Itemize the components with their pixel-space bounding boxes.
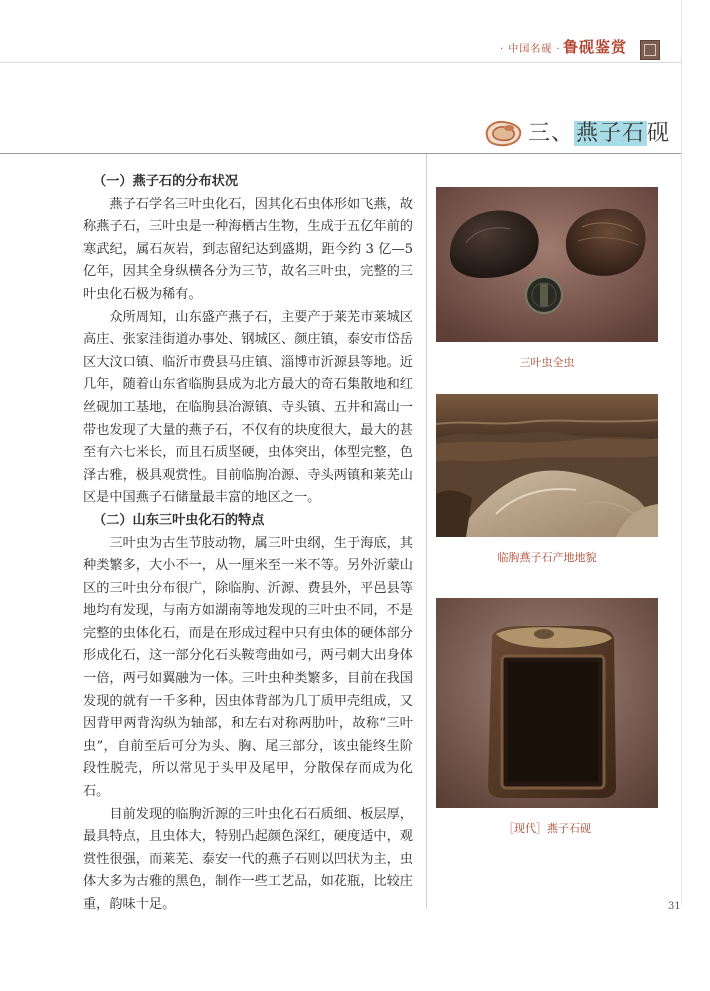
figure-caption: ［现代］燕子石砚 [503, 822, 591, 835]
figure-caption: 临朐燕子石产地地貌 [497, 551, 597, 564]
section-title-suffix: 砚 [647, 121, 671, 146]
article-body [83, 171, 413, 917]
series-brand: 鲁砚鉴赏 [563, 38, 628, 56]
section-heading [0, 116, 682, 152]
paragraph: 三叶虫为古生节肢动物，属三叶虫纲，生于海底，其种类繁多，大小不一，从一厘米至一米不等。另外沂蒙山区的三叶虫分布很广，除临朐、沂源、费县外，平邑县等地均有发现，与南方如湖南等地发现的三叶虫不同，不是完整的虫体化石，而是在形成过程中只有虫体的硬体部分形成化石，这一部分化石头鞍弯曲如弓，两弓刺大出身体一倍，两弓如翼融为一体。三叶虫种类繁多，目前在我国发现的就有一千多种，因虫体背部为几丁质甲壳组成，又因背甲两背沟纵为轴部，和左右对称两肋叶，故称“三叶虫”，自前至后可分为头、胸、尾三部分，该虫能终生阶段性脱壳，所以常见于头甲及尾甲，分散保存而成为化石。 [83, 535, 413, 800]
page-number: 31 [668, 901, 681, 912]
column-divider [426, 154, 427, 909]
figure-landscape [436, 394, 658, 565]
inkstone-icon [481, 118, 525, 148]
page-edge-rule [681, 0, 682, 905]
section-title-highlight: 燕子石 [576, 121, 646, 146]
seal-icon [640, 40, 660, 60]
paragraph: 燕子石学名三叶虫化石，因其化石虫体形如飞燕，故称燕子石，三叶虫是一种海栖古生物，生成于五亿年前的寒武纪，属石灰岩，到志留纪达到盛期，距今约 3 亿—5 亿年，因其全身纵横各分为三节，故名三叶虫，完整的三叶虫化石极为稀有。 [83, 196, 413, 302]
subheading-distribution: （一）燕子石的分布状况 [93, 174, 239, 189]
subheading-characteristics: （二）山东三叶虫化石的特点 [93, 512, 265, 528]
inkstone-photo [436, 598, 658, 812]
landscape-photo [436, 394, 658, 541]
figure-inkstone [436, 598, 658, 836]
paragraph: 众所周知，山东盛产燕子石，主要产于莱芜市莱城区高庄、张家洼街道办事处、钢城区、颜庄镇，泰安市岱岳区大汶口镇、临沂市费县马庄镇、淄博市沂源县等地。近几年，随着山东省临朐县成为北方最大的奇石集散地和红丝砚加工基地，在临朐县冶源镇、寺头镇、五井和嵩山一带也发现了大量的燕子石，不仅有的块度很大，最大的甚至有六七米长，而且石质坚硬，虫体突出，体型完整，色泽古雅，极具观赏性。目前临朐冶源、寺头两镇和莱芜山区是中国燕子石储量最丰富的地区之一。 [83, 309, 413, 506]
figure-trilobite [436, 187, 658, 370]
section-title [528, 116, 670, 147]
series-label: · 中国名砚 · [500, 44, 561, 55]
header-rule [0, 62, 682, 63]
trilobite-photo [436, 187, 658, 346]
paragraph: 目前发现的临朐沂源的三叶虫化石石质细、板层厚，最具特点，且虫体大，特别凸起颜色深红，硬度适中，观赏性很强，而莱芜、泰安一代的燕子石则以凹状为主，虫体大多为古雅的黑色，制作一些工艺品，如花瓶，比较庄重，韵味十足。 [83, 806, 413, 912]
heading-rule [0, 153, 682, 154]
section-number: 三、 [528, 121, 575, 146]
figure-caption: 三叶虫全虫 [519, 356, 575, 369]
